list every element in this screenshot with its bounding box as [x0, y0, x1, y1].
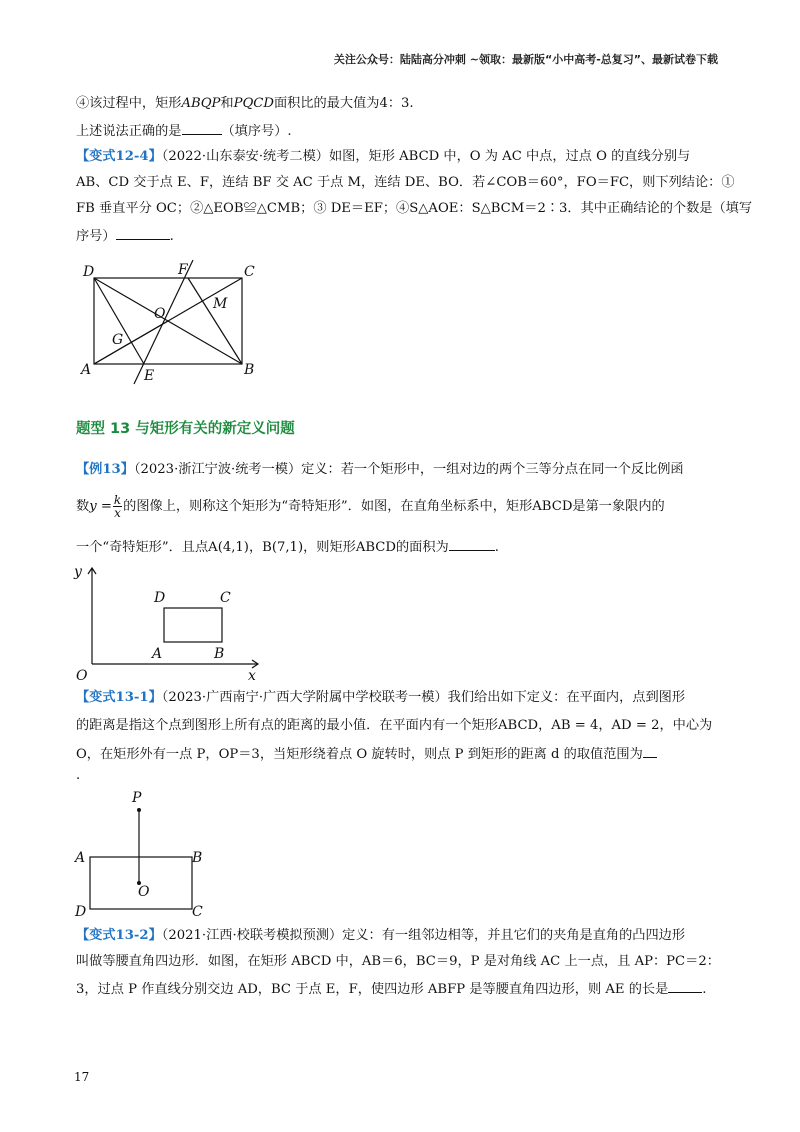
- statement-4: ④该过程中，矩形ABQP和PQCD面积比的最大值为4：3.: [76, 96, 414, 111]
- label-o: O: [138, 884, 150, 900]
- answer-blank: [182, 120, 222, 135]
- v13-2-tag: 【变式13-2】: [76, 928, 162, 943]
- label-m: M: [213, 296, 228, 312]
- ex13-line3: 一个“奇特矩形”．且点A(4,1)，B(7,1)，则矩形ABCD的面积为 .: [76, 536, 499, 558]
- line-ef: [134, 260, 193, 384]
- ex13-line1: 【例13】（2023·浙江宁波·统考一模）定义：若一个矩形中，一组对边的两个三等分点在同一个反比例函: [76, 462, 684, 477]
- figure-rectangle-abcd-1: [78, 258, 268, 388]
- label-d: D: [75, 904, 87, 920]
- ex13-line2: 数y = $\frac{k}{x}$ 的图像上，则称这个矩形为“奇特矩形”．如图，在直角坐标系中，矩形ABCD是第一象限内的: [76, 493, 665, 520]
- label-e: E: [144, 368, 155, 384]
- label-c: C: [220, 590, 231, 606]
- label-o: O: [76, 668, 88, 684]
- answer-prompt: 上述说法正确的是 （填序号）.: [76, 120, 292, 142]
- label-c: C: [244, 264, 255, 280]
- v13-1-tag: 【变式13-1】: [76, 690, 162, 705]
- answer-blank: [668, 978, 702, 993]
- label-a: A: [152, 646, 163, 662]
- v13-1-line3: O，在矩形外有一点 P，OP＝3，当矩形绕着点 O 旋转时，则点 P 到矩形的距离 d 的取值范围为: [76, 743, 657, 765]
- line-fb: [188, 278, 242, 364]
- figure-rotating-rectangle: [74, 788, 214, 920]
- figure-coordinate-rectangle: [72, 560, 272, 690]
- section-heading-13: 题型 13 与矩形有关的新定义问题: [76, 421, 295, 437]
- v12-4-tag: 【变式12-4】: [76, 149, 162, 164]
- label-d: D: [154, 590, 166, 606]
- label-o: O: [154, 306, 166, 322]
- label-y: y: [74, 564, 82, 580]
- v13-2-line2: 叫做等腰直角四边形．如图，在矩形 ABCD 中，AB＝6，BC＝9，P 是对角线 AC 上一点，且 AP：PC＝2：: [76, 954, 720, 969]
- v12-4-line1: 【变式12-4】（2022·山东泰安·统考二模）如图，矩形 ABCD 中，O 为 AC 中点，过点 O 的直线分别与: [76, 149, 691, 164]
- ex13-tag: 【例13】: [76, 462, 134, 477]
- point-p: [137, 808, 141, 812]
- v13-1-line1: 【变式13-1】（2023·广西南宁·广西大学附属中学校联考一模）我们给出如下定义：在平面内，点到图形: [76, 690, 686, 705]
- rect-abcd: [164, 608, 222, 642]
- v13-1-line4: .: [76, 768, 81, 783]
- label-b: B: [214, 646, 225, 662]
- answer-blank: [449, 536, 495, 551]
- v12-4-line4: 序号） .: [76, 225, 174, 247]
- v12-4-line2: AB、CD 交于点 E、F，连结 BF 交 AC 于点 M，连结 DE、BO．若∠COB＝60°，FO＝FC，则下列结论：①: [76, 175, 735, 190]
- label-x: x: [248, 668, 256, 684]
- v13-2-line3: 3，过点 P 作直线分别交边 AD，BC 于点 E，F，使四边形 ABFP 是等腰直角四边形，则 AE 的长是 .: [76, 978, 706, 1000]
- label-p: P: [132, 790, 142, 806]
- v13-1-line2: 的距离是指这个点到图形上所有点的距离的最小值．在平面内有一个矩形ABCD，AB = 4，AD = 2，中心为: [76, 718, 713, 733]
- label-a: A: [81, 362, 92, 378]
- answer-blank: [643, 743, 657, 758]
- label-g: G: [112, 332, 124, 348]
- label-b: B: [244, 362, 255, 378]
- page-header: 关注公众号：陆陆高分冲刺 ~领取：最新版“小中高考-总复习”、最新试卷下载: [333, 53, 718, 66]
- label-d: D: [83, 264, 95, 280]
- label-c: C: [192, 904, 203, 920]
- fraction-k-over-x: $\frac{k}{x}$: [113, 493, 122, 520]
- line-ed: [94, 278, 144, 364]
- answer-blank: [116, 225, 170, 240]
- label-a: A: [75, 850, 86, 866]
- v13-2-line1: 【变式13-2】（2021·江西·校联考模拟预测）定义：有一组邻边相等，并且它们的夹角是直角的凸四边形: [76, 928, 686, 943]
- label-f: F: [178, 262, 188, 278]
- label-b: B: [192, 850, 203, 866]
- page-number: 17: [74, 1070, 90, 1084]
- v12-4-line3: FB 垂直平分 OC；②△EOB≌△CMB；③ DE＝EF；④S△AOE：S△BCM＝2∶3．其中正确结论的个数是（填写: [76, 201, 753, 216]
